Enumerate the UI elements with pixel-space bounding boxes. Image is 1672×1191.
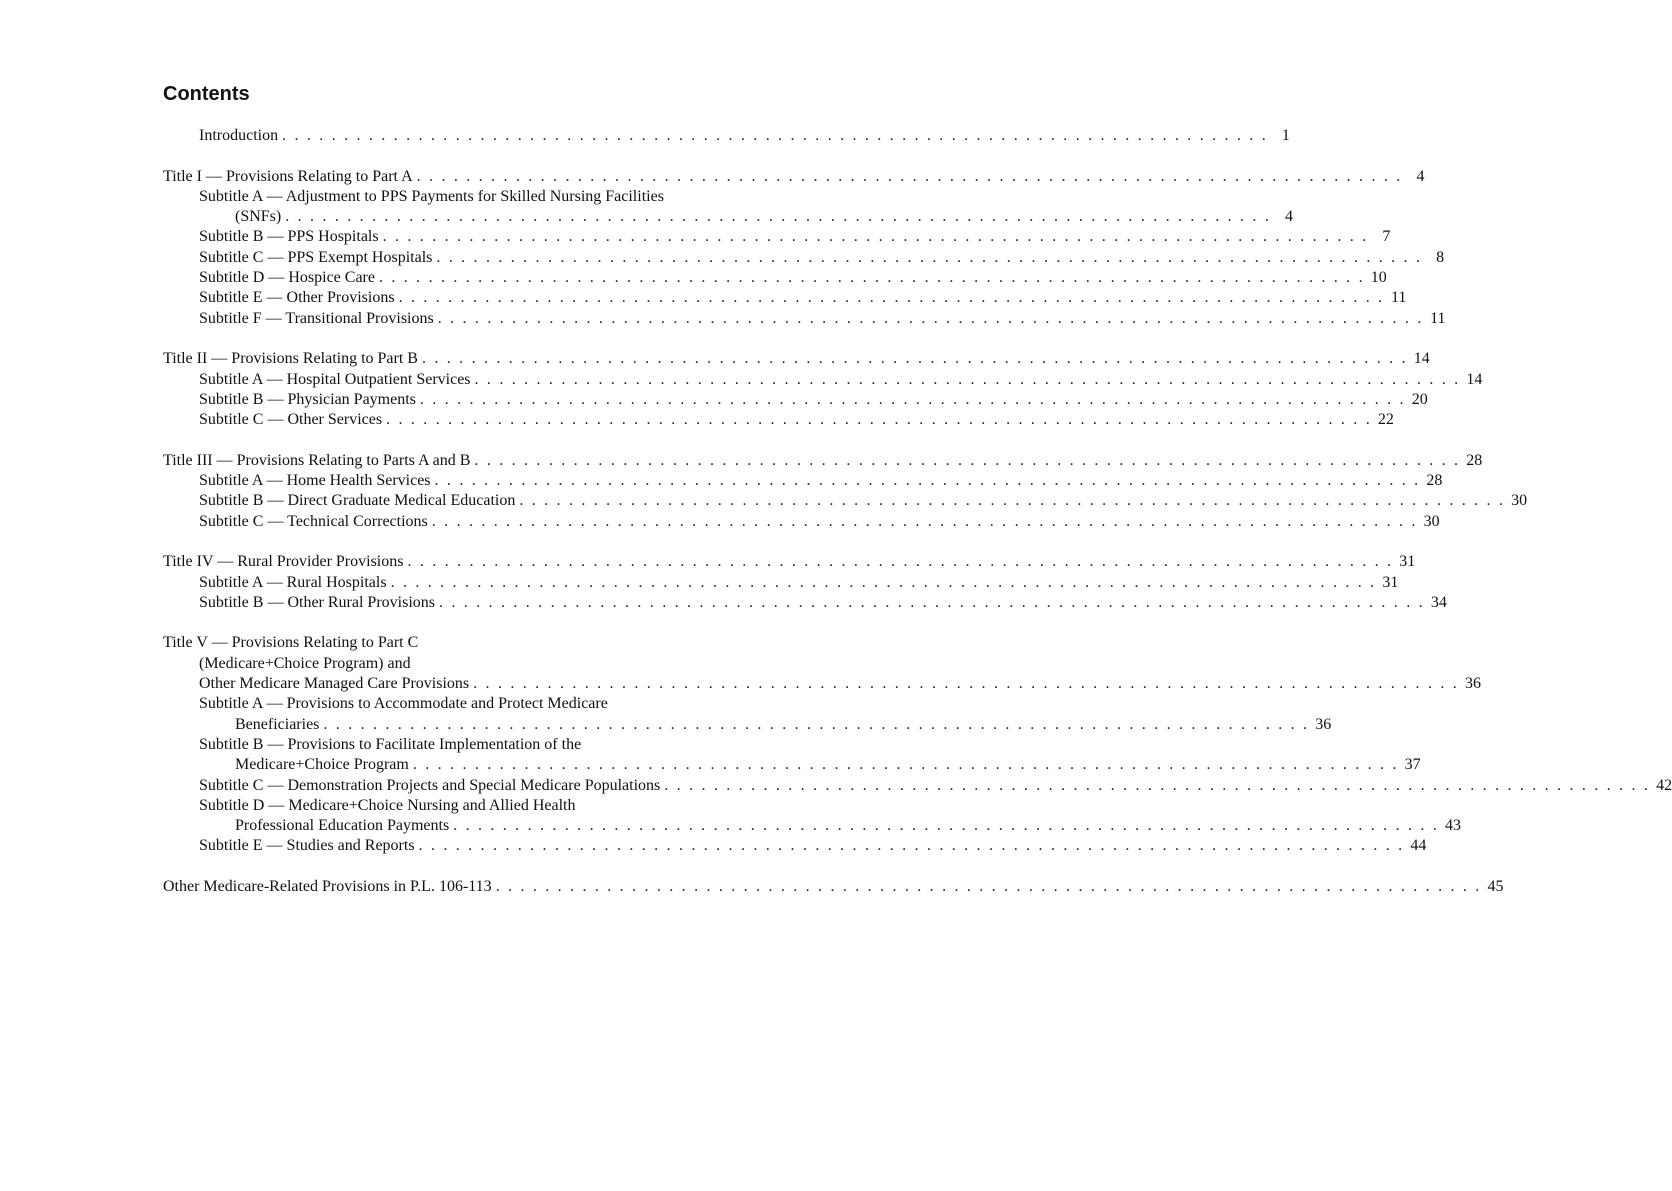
toc-entry-text: Subtitle B — PPS Hospitals xyxy=(199,228,379,246)
toc-page-number: 11 xyxy=(1430,309,1446,327)
contents-page xyxy=(163,82,1672,918)
toc-title-entry[interactable] xyxy=(163,451,1483,471)
toc-page-number: 22 xyxy=(1377,411,1394,429)
dot-leader: . . . . . . . . . . . . . . . . . . . . . . . . . . . . . . . . . . . . . . . . . . . . . . . . . . . . . . . . . . . . . . . . . . . . . . . . . . . . . . . . xyxy=(419,390,1406,408)
toc-entry-text: Beneficiaries xyxy=(235,715,320,733)
toc-entry-text: (SNFs) xyxy=(235,208,282,226)
toc-entry-text: Introduction xyxy=(199,127,279,144)
toc-group xyxy=(163,451,1528,532)
toc-title-entry[interactable] xyxy=(163,877,1504,897)
toc-entry-text: Subtitle B — Other Rural Provisions xyxy=(199,593,435,611)
toc-subentry[interactable] xyxy=(163,796,759,816)
toc-page-number: 28 xyxy=(1426,472,1443,490)
dot-leader: . . . . . . . . . . . . . . . . . . . . . . . . . . . . . . . . . . . . . . . . . . . . . . . . . . . . . . . . . . . . . . . . . . . . . . . . . . . . . . . . xyxy=(434,472,1421,490)
toc-page-number: 36 xyxy=(1464,675,1481,693)
toc-page-number: 36 xyxy=(1315,715,1332,733)
dot-leader: . . . . . . . . . . . . . . . . . . . . . . . . . . . . . . . . . . . . . . . . . . . . . . . . . . . . . . . . . . . . . . . . . . . . . . . . . . . . . . . . xyxy=(378,269,1365,287)
toc-entry-text: Subtitle C — Technical Corrections xyxy=(199,512,428,530)
dot-leader: . . . . . . . . . . . . . . . . . . . . . . . . . . . . . . . . . . . . . . . . . . . . . . . . . . . . . . . . . . . . . . . . . . . . . . . . . . . . . . . . xyxy=(474,370,1461,388)
toc-subentry[interactable] xyxy=(163,126,1290,146)
toc-page-number: 14 xyxy=(1413,350,1430,368)
toc-page-number: 31 xyxy=(1399,553,1416,571)
dot-leader: . . . . . . . . . . . . . . . . . . . . . . . . . . . . . . . . . . . . . . . . . . . . . . . . . . . . . . . . . . . . . . . . . . . . . . . . . . . . . . . . xyxy=(519,492,1506,510)
toc-page-number: 10 xyxy=(1370,269,1387,287)
toc-subentry[interactable] xyxy=(163,390,1428,410)
toc-subentry[interactable] xyxy=(163,735,759,755)
toc-page-number: 7 xyxy=(1382,228,1391,246)
toc-group xyxy=(163,633,1672,856)
dot-leader: . . . . . . . . . . . . . . . . . . . . . . . . . . . . . . . . . . . . . . . . . . . . . . . . . . . . . . . . . . . . . . . . . . . . . . . . . . . . . . . . xyxy=(453,817,1439,835)
toc-entry-text: Other Medicare-Related Provisions in P.L. 106-113 xyxy=(163,877,492,895)
toc-subentry[interactable] xyxy=(163,227,1391,247)
dot-leader: . . . . . . . . . . . . . . . . . . . . . . . . . . . . . . . . . . . . . . . . . . . . . . . . . . . . . . . . . . . . . . . . . . . . . . . . . . . . . . . . xyxy=(416,167,1403,185)
dot-leader: . . . . . . . . . . . . . . . . . . . . . . . . . . . . . . . . . . . . . . . . . . . . . . . . . . . . . . . . . . . . . . . . . . . . . . . . . . . . . . . . xyxy=(664,776,1651,794)
dot-leader: . . . . . . . . . . . . . . . . . . . . . . . . . . . . . . . . . . . . . . . . . . . . . . . . . . . . . . . . . . . . . . . . . . . . . . . . . . . . . . . . xyxy=(412,756,1399,774)
toc-group xyxy=(163,126,1290,146)
toc-group xyxy=(163,167,1446,329)
toc-entry-text: Title II — Provisions Relating to Part B xyxy=(163,350,418,368)
dot-leader: . . . . . . . . . . . . . . . . . . . . . . . . . . . . . . . . . . . . . . . . . . . . . . . . . . . . . . . . . . . . . . . . . . . . . . . . . . . . . . . . xyxy=(418,837,1405,855)
toc-page-number: 8 xyxy=(1436,248,1445,266)
toc-title-entry[interactable] xyxy=(163,349,1430,369)
toc-group xyxy=(163,349,1483,430)
toc-page-number: 30 xyxy=(1423,512,1440,530)
toc-entry-text: Subtitle B — Physician Payments xyxy=(199,390,416,408)
toc-entry-text: Subtitle C — Other Services xyxy=(199,411,383,429)
toc-page-number: 4 xyxy=(1285,208,1294,226)
toc-subentry[interactable] xyxy=(163,755,1421,775)
toc-subentry[interactable] xyxy=(163,187,759,207)
dot-leader: . . . . . . . . . . . . . . . . . . . . . . . . . . . . . . . . . . . . . . . . . . . . . . . . . . . . . . . . . . . . . . . . . . . . . . . . . . . . . . . . xyxy=(436,248,1423,266)
toc-subentry[interactable] xyxy=(163,512,1440,532)
dot-leader: . . . . . . . . . . . . . . . . . . . . . . . . . . . . . . . . . . . . . . . . . . . . . . . . . . . . . . . . . . . . . . . . . . . . . . . . . . . . . . . . xyxy=(407,553,1394,571)
toc-title-entry[interactable] xyxy=(163,633,759,653)
toc-subentry[interactable] xyxy=(163,776,1672,796)
toc-entry-text: Subtitle B — Direct Graduate Medical Education xyxy=(199,492,516,510)
toc-page-number: 20 xyxy=(1411,390,1428,408)
toc-subentry[interactable] xyxy=(163,715,1332,735)
toc-entry-text: Other Medicare Managed Care Provisions xyxy=(199,675,470,693)
dot-leader: . . . . . . . . . . . . . . . . . . . . . . . . . . . . . . . . . . . . . . . . . . . . . . . . . . . . . . . . . . . . . . . . . . . . . . . . . . . . . . . . xyxy=(390,573,1377,591)
dot-leader: . . . . . . . . . . . . . . . . . . . . . . . . . . . . . . . . . . . . . . . . . . . . . . . . . . . . . . . . . . . . . . . . . . . . . . . . . . . . . . . . xyxy=(382,228,1369,246)
dot-leader: . . . . . . . . . . . . . . . . . . . . . . . . . . . . . . . . . . . . . . . . . . . . . . . . . . . . . . . . . . . . . . . . . . . . . . . . . . . . . . . . xyxy=(323,715,1310,733)
toc-subentry[interactable] xyxy=(163,573,1399,593)
toc-group xyxy=(163,877,1504,897)
toc-entry-text: Subtitle E — Other Provisions xyxy=(199,289,395,307)
toc-page-number: 42 xyxy=(1656,776,1672,794)
dot-leader: . . . . . . . . . . . . . . . . . . . . . . . . . . . . . . . . . . . . . . . . . . . . . . . . . . . . . . . . . . . . . . . . . . . . . . . . . . . . . . . . xyxy=(421,350,1408,368)
toc-page-number: 31 xyxy=(1382,573,1399,591)
toc-subentry[interactable] xyxy=(163,694,759,714)
toc-entry-text: Subtitle D — Hospice Care xyxy=(199,269,375,287)
toc-group xyxy=(163,552,1447,613)
toc-subentry[interactable] xyxy=(163,491,1528,511)
toc-entry-text: Subtitle F — Transitional Provisions xyxy=(199,309,434,327)
toc-title-entry[interactable] xyxy=(163,167,1425,187)
toc-page-number: 34 xyxy=(1430,593,1447,611)
dot-leader: . . . . . . . . . . . . . . . . . . . . . . . . . . . . . . . . . . . . . . . . . . . . . . . . . . . . . . . . . . . . . . . . . . . . . . . . . . . . . . . . xyxy=(431,512,1418,530)
toc-subentry[interactable] xyxy=(163,370,1483,390)
toc-entry-text: Subtitle A — Home Health Services xyxy=(199,472,431,490)
toc-subentry[interactable] xyxy=(163,471,1443,491)
toc-entry-text: Medicare+Choice Program xyxy=(235,756,409,774)
toc-page-number: 11 xyxy=(1390,289,1407,307)
dot-leader: . . . . . . . . . . . . . . . . . . . . . . . . . . . . . . . . . . . . . . . . . . . . . . . . . . . . . . . . . . . . . . . . . . . . . . . . . . . . . . . . xyxy=(437,309,1424,327)
toc-entry-text: Subtitle B — Provisions to Facilitate Implementation of the xyxy=(199,735,582,753)
toc-page-number: 4 xyxy=(1416,167,1425,185)
toc-page-number: 30 xyxy=(1511,492,1528,510)
toc-entry-text: Subtitle C — Demonstration Projects and Special Medicare Populations xyxy=(199,776,661,794)
dot-leader: . . . . . . . . . . . . . . . . . . . . . . . . . . . . . . . . . . . . . . . . . . . . . . . . . . . . . . . . . . . . . . . . . . . . . . . . . . . . . . . . xyxy=(473,675,1459,693)
toc-entry-text: Professional Education Payments xyxy=(235,817,450,835)
toc-entry-text: Title I — Provisions Relating to Part A xyxy=(163,167,413,185)
toc-subentry[interactable] xyxy=(163,309,1446,329)
dot-leader: . . . . . . . . . . . . . . . . . . . . . . . . . . . . . . . . . . . . . . . . . . . . . . . . . . . . . . . . . . . . . . . . . . . . . . . . . . . . . . . . xyxy=(495,877,1482,895)
toc-entry-text: Title III — Provisions Relating to Parts A and B xyxy=(163,451,471,469)
toc-subentry[interactable] xyxy=(163,268,1387,288)
dot-leader: . . . . . . . . . . . . . . . . . . . . . . . . . . . . . . . . . . . . . . . . . . . . . . . . . . . . . . . . . . . . . . . . . . . . . . . . . . . . . . . . xyxy=(474,451,1461,469)
toc-subentry[interactable] xyxy=(163,654,759,674)
toc-title-entry[interactable] xyxy=(163,552,1416,572)
dot-leader: . . . . . . . . . . . . . . . . . . . . . . . . . . . . . . . . . . . . . . . . . . . . . . . . . . . . . . . . . . . . . . . . . . . . . . . . . . . . . . . . xyxy=(398,289,1385,307)
toc-page-number: 43 xyxy=(1445,817,1461,835)
toc-subentry[interactable] xyxy=(163,207,1294,227)
toc-page-number: 45 xyxy=(1487,877,1504,895)
toc-subentry[interactable] xyxy=(163,410,1394,430)
toc-entry-text: Subtitle A — Adjustment to PPS Payments for Skilled Nursing Facilities xyxy=(199,187,664,205)
toc-page-number: 44 xyxy=(1410,837,1427,855)
toc-entry-text: Subtitle A — Provisions to Accommodate and Protect Medicare xyxy=(199,695,608,713)
toc-entry-text: Title IV — Rural Provider Provisions xyxy=(163,553,404,571)
toc-page-number: 14 xyxy=(1466,370,1483,388)
toc-page-number: 37 xyxy=(1404,756,1421,774)
dot-leader: . . . . . . . . . . . . . . . . . . . . . . . . . . . . . . . . . . . . . . . . . . . . . . . . . . . . . . . . . . . . . . . . . . . . . . . . . . . . . . . . xyxy=(285,208,1272,226)
toc-subentry[interactable] xyxy=(163,248,1445,268)
toc-subentry[interactable] xyxy=(163,288,1407,308)
dot-leader: . . . . . . . . . . . . . . . . . . . . . . . . . . . . . . . . . . . . . . . . . . . . . . . . . . . . . . . . . . . . . . . . . . . . . . . . . . . . . . . . xyxy=(386,411,1372,429)
toc-page-number: 28 xyxy=(1466,451,1483,469)
toc-subentry[interactable] xyxy=(163,674,1481,694)
toc-entry-text: Subtitle A — Rural Hospitals xyxy=(199,573,387,591)
toc-entry-text: Subtitle D — Medicare+Choice Nursing and Allied Health xyxy=(199,796,576,814)
toc-entry-text: Subtitle A — Hospital Outpatient Services xyxy=(199,370,471,388)
toc-subentry[interactable] xyxy=(163,593,1447,613)
toc-subentry[interactable] xyxy=(163,836,1427,856)
dot-leader: . . . . . . . . . . . . . . . . . . . . . . . . . . . . . . . . . . . . . . . . . . . . . . . . . . . . . . . . . . . . . . . . . . . . . . . . . . . . . . . . xyxy=(282,127,1268,144)
toc-entry-text: Subtitle E — Studies and Reports xyxy=(199,837,415,855)
page-title: Contents xyxy=(163,83,250,105)
toc-entry-text: (Medicare+Choice Program) and xyxy=(199,654,411,672)
toc-page-number: 1 xyxy=(1281,127,1290,144)
dot-leader: . . . . . . . . . . . . . . . . . . . . . . . . . . . . . . . . . . . . . . . . . . . . . . . . . . . . . . . . . . . . . . . . . . . . . . . . . . . . . . . . xyxy=(439,593,1425,611)
table-of-contents xyxy=(163,126,1672,897)
toc-entry-text: Subtitle C — PPS Exempt Hospitals xyxy=(199,248,433,266)
toc-entry-text: Title V — Provisions Relating to Part C xyxy=(163,634,419,652)
toc-subentry[interactable] xyxy=(163,816,1461,836)
